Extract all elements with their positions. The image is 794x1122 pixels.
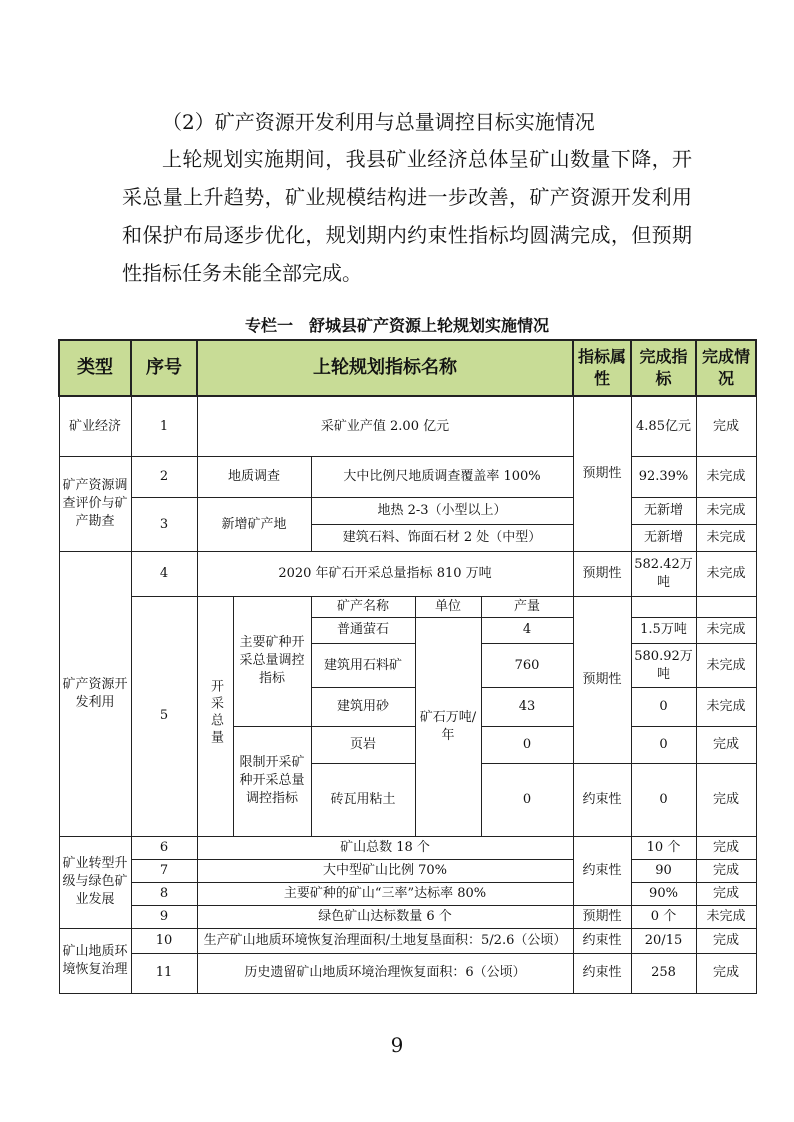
row5-attr-limit: 约束性	[573, 763, 631, 836]
row11-attr: 约束性	[573, 953, 631, 993]
row10-status: 完成	[696, 929, 756, 953]
mineral-status: 完成	[696, 726, 756, 763]
header-no: 序号	[131, 340, 197, 396]
row10-type: 矿山地质环境恢复治理	[59, 929, 131, 994]
row5-unit: 矿石万吨/年	[415, 617, 481, 836]
row3-status-b: 未完成	[696, 525, 756, 552]
table-row	[59, 596, 756, 617]
row11-no: 11	[131, 953, 197, 993]
row7-status: 完成	[696, 859, 756, 882]
row5-attr-main: 预期性	[573, 596, 631, 763]
table-row	[59, 457, 756, 497]
row8-name: 主要矿种的矿山“三率”达标率 80%	[197, 882, 573, 905]
row5-group	[197, 596, 233, 836]
mineral-output: 4	[481, 617, 573, 643]
row6-8-attr: 约束性	[573, 836, 631, 906]
row3-name-b: 建筑石料、饰面石材 2 处（中型）	[311, 525, 573, 552]
row1-no: 1	[131, 396, 197, 457]
section-heading: （2）矿产资源开发利用与总量调控目标实施情况	[162, 110, 595, 134]
row2-type: 矿产资源调查评价与矿产勘查	[59, 457, 131, 552]
mineral-value: 580.92万吨	[631, 643, 696, 687]
mineral-status: 未完成	[696, 643, 756, 687]
mineral-output: 0	[481, 763, 573, 836]
table-row	[59, 882, 756, 905]
table-row	[59, 552, 756, 596]
row2-name: 大中比例尺地质调查覆盖率 100%	[311, 457, 573, 497]
row9-no: 9	[131, 906, 197, 929]
row5-no: 5	[131, 596, 197, 836]
row7-value: 90	[631, 859, 696, 882]
row1-3-attr: 预期性	[573, 396, 631, 551]
header-value: 完成指标	[631, 340, 696, 396]
row5-col-output: 产量	[481, 596, 573, 617]
row6-status: 完成	[696, 836, 756, 859]
row5-col-unit: 单位	[415, 596, 481, 617]
header-attr: 指标属性	[573, 340, 631, 396]
mineral-output: 43	[481, 688, 573, 726]
row10-attr: 约束性	[573, 929, 631, 953]
row6-value: 10 个	[631, 836, 696, 859]
row11-name: 历史遗留矿山地质环境治理恢复面积：6（公顷）	[197, 953, 573, 993]
mineral-name: 页岩	[311, 726, 415, 763]
row3-value-a: 无新增	[631, 497, 696, 524]
row2-sub: 地质调查	[197, 457, 311, 497]
mineral-name: 建筑用砂	[311, 688, 415, 726]
row5-sub-limit: 限制开采矿种开采总量调控指标	[233, 726, 311, 836]
table-caption: 专栏一 舒城县矿产资源上轮规划实施情况	[244, 316, 549, 335]
row2-value: 92.39%	[631, 457, 696, 497]
row6-no: 6	[131, 836, 197, 859]
mineral-name: 建筑用石料矿	[311, 643, 415, 687]
row10-no: 10	[131, 929, 197, 953]
mineral-value: 0	[631, 726, 696, 763]
row5-header-value	[631, 596, 696, 617]
row8-status: 完成	[696, 882, 756, 905]
row9-attr: 预期性	[573, 906, 631, 929]
mineral-value: 0	[631, 763, 696, 836]
row8-no: 8	[131, 882, 197, 905]
row1-type: 矿业经济	[59, 396, 131, 457]
mineral-output: 760	[481, 643, 573, 687]
row9-name: 绿色矿山达标数量 6 个	[197, 906, 573, 929]
row10-name: 生产矿山地质环境恢复治理面积/土地复垦面积：5/2.6（公顷）	[197, 929, 573, 953]
page-number: 9	[390, 1033, 404, 1057]
row4-status: 未完成	[696, 552, 756, 596]
plan-implementation-table	[58, 339, 757, 994]
row4-name: 2020 年矿石开采总量指标 810 万吨	[197, 552, 573, 596]
mineral-name: 普通萤石	[311, 617, 415, 643]
row11-value: 258	[631, 953, 696, 993]
table-row	[59, 906, 756, 929]
row10-value: 20/15	[631, 929, 696, 953]
row8-value: 90%	[631, 882, 696, 905]
table-row	[59, 929, 756, 953]
row5-group-label: 开采总量	[208, 679, 223, 748]
header-name: 上轮规划指标名称	[197, 340, 573, 396]
row1-status: 完成	[696, 396, 756, 457]
row4-no: 4	[131, 552, 197, 596]
row3-name-a: 地热 2-3（小型以上）	[311, 497, 573, 524]
row11-status: 完成	[696, 953, 756, 993]
header-status: 完成情况	[696, 340, 756, 396]
row3-sub: 新增矿产地	[197, 497, 311, 551]
row1-name: 采矿业产值 2.00 亿元	[197, 396, 573, 457]
row5-col-mineral: 矿产名称	[311, 596, 415, 617]
row9-status: 未完成	[696, 906, 756, 929]
mineral-status: 未完成	[696, 617, 756, 643]
table-row	[59, 396, 756, 457]
table-row	[59, 836, 756, 859]
table-row	[59, 953, 756, 993]
table-row	[59, 497, 756, 524]
mineral-value: 1.5万吨	[631, 617, 696, 643]
row6-name: 矿山总数 18 个	[197, 836, 573, 859]
mineral-status: 未完成	[696, 688, 756, 726]
row4-value: 582.42万吨	[631, 552, 696, 596]
row5-header-status	[696, 596, 756, 617]
row7-no: 7	[131, 859, 197, 882]
row1-value: 4.85亿元	[631, 396, 696, 457]
header-type: 类型	[59, 340, 131, 396]
table-row	[59, 859, 756, 882]
mineral-value: 0	[631, 688, 696, 726]
mineral-status: 完成	[696, 763, 756, 836]
row3-status-a: 未完成	[696, 497, 756, 524]
row6-type: 矿业转型升级与绿色矿业发展	[59, 836, 131, 929]
mineral-output: 0	[481, 726, 573, 763]
table-header-row	[59, 340, 756, 396]
body-paragraph: 上轮规划实施期间，我县矿业经济总体呈矿山数量下降，开采总量上升趋势，矿业规模结构进一步改善，矿产资源开发利用和保护布局逐步优化，规划期内约束性指标均圆满完成，但预期性指标任务未能全部完成。	[122, 147, 692, 285]
row7-name: 大中型矿山比例 70%	[197, 859, 573, 882]
row5-sub-main: 主要矿种开采总量调控指标	[233, 596, 311, 726]
row2-no: 2	[131, 457, 197, 497]
row3-value-b: 无新增	[631, 525, 696, 552]
row4-attr: 预期性	[573, 552, 631, 596]
mineral-name: 砖瓦用粘土	[311, 763, 415, 836]
row4-type: 矿产资源开发利用	[59, 552, 131, 836]
row3-no: 3	[131, 497, 197, 551]
row2-status: 未完成	[696, 457, 756, 497]
row9-value: 0 个	[631, 906, 696, 929]
